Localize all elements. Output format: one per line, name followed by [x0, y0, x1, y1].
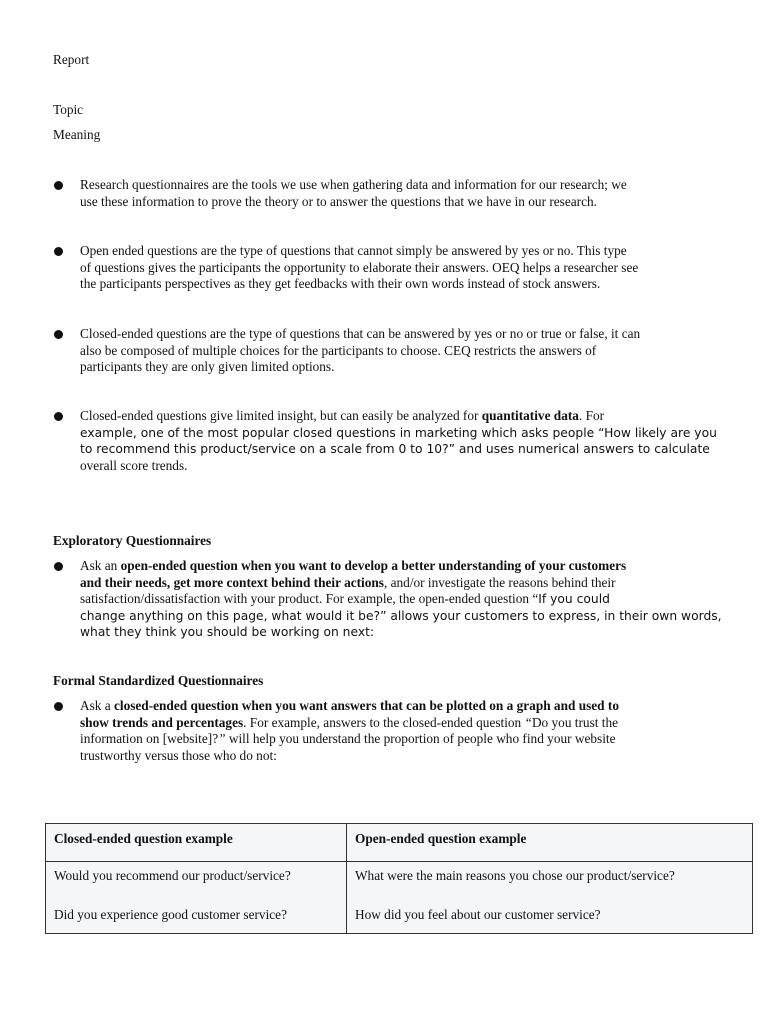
- text-line: the participants perspectives as they get feedbacks with their own words instead of stock answers.: [80, 276, 601, 291]
- text-line: satisfaction/dissatisfaction with your product. For example, the open-ended question “If you could: [80, 591, 610, 606]
- open-example-1: What were the main reasons you chose our product/service?: [355, 868, 675, 883]
- bullet-paragraph-4: [80, 408, 720, 474]
- text-line: use these information to prove the theory or to answer the questions that we have in our research.: [80, 193, 597, 209]
- text-line: Closed-ended questions give limited insight, but can easily be analyzed for quantitative data. For: [80, 408, 605, 423]
- text-line: participants they are only given limited options.: [80, 359, 335, 374]
- bullet-icon: [54, 181, 63, 190]
- text-line: trustworthy versus those who do not:: [80, 747, 277, 763]
- meaning-label: Meaning: [53, 127, 101, 142]
- text-line: and their needs, get more context behind their actions, and/or investigate the reasons behind their: [80, 574, 616, 590]
- bullet-icon: [54, 330, 63, 339]
- text-line: show trends and percentages. For example, answers to the closed-ended question “Do you trust the: [80, 714, 619, 730]
- bullet-paragraph-1: [80, 177, 720, 210]
- text-line: Ask a closed-ended question when you want answers that can be plotted on a graph and used to: [80, 698, 619, 713]
- open-example-2: How did you feel about our customer service?: [355, 906, 601, 922]
- closed-example-2: Did you experience good customer service?: [54, 906, 287, 922]
- formal-heading: Formal Standardized Questionnaires: [53, 673, 264, 688]
- bullet-icon: [54, 247, 63, 256]
- text-line: Ask an open-ended question when you want to develop a better understanding of your customers: [80, 558, 627, 573]
- text-line: Research questionnaires are the tools we use when gathering data and information for our research; we: [80, 177, 627, 192]
- closed-ended-examples-cell: [46, 862, 347, 934]
- table-row: [46, 862, 753, 934]
- text-line: of questions gives the participants the opportunity to elaborate their answers. OEQ helps a researcher see: [80, 259, 639, 275]
- text-line: also be composed of multiple choices for the participants to choose. CEQ restricts the answers of: [80, 342, 597, 358]
- closed-example-1: Would you recommend our product/service?: [54, 868, 291, 883]
- text-line: Open ended questions are the type of questions that cannot simply be answered by yes or no. This type: [80, 243, 627, 258]
- topic-label: Topic: [53, 102, 84, 117]
- text-line: example, one of the most popular closed questions in marketing which asks people “How likely are you: [80, 425, 717, 440]
- report-label: Report: [53, 52, 90, 67]
- text-line: overall score trends.: [80, 457, 188, 473]
- exploratory-paragraph: [80, 558, 720, 641]
- text-line: what they think you should be working on next:: [80, 625, 375, 639]
- text-line: change anything on this page, what would it be?” allows your customers to express, in their own words,: [80, 608, 722, 623]
- open-ended-examples-cell: [347, 862, 753, 934]
- formal-paragraph: [80, 698, 720, 764]
- bullet-icon: [54, 412, 63, 421]
- exploratory-heading: Exploratory Questionnaires: [53, 533, 212, 548]
- text-line: Closed-ended questions are the type of questions that can be answered by yes or no or true or false, it can: [80, 326, 641, 341]
- bullet-icon: [54, 702, 63, 711]
- table-header-row: [46, 824, 753, 862]
- bullet-paragraph-2: [80, 243, 720, 293]
- closed-ended-header: Closed-ended question example: [46, 824, 347, 862]
- text-line: to recommend this product/service on a scale from 0 to 10?” and uses numerical answers to calculate: [80, 442, 710, 456]
- quantitative-data-bold: quantitative data: [481, 408, 579, 423]
- question-examples-table: [45, 823, 753, 934]
- text-line: information on [website]?” will help you understand the proportion of people who find your website: [80, 731, 616, 746]
- bullet-paragraph-3: [80, 326, 720, 376]
- bullet-icon: [54, 562, 63, 571]
- open-ended-header: Open-ended question example: [347, 824, 753, 862]
